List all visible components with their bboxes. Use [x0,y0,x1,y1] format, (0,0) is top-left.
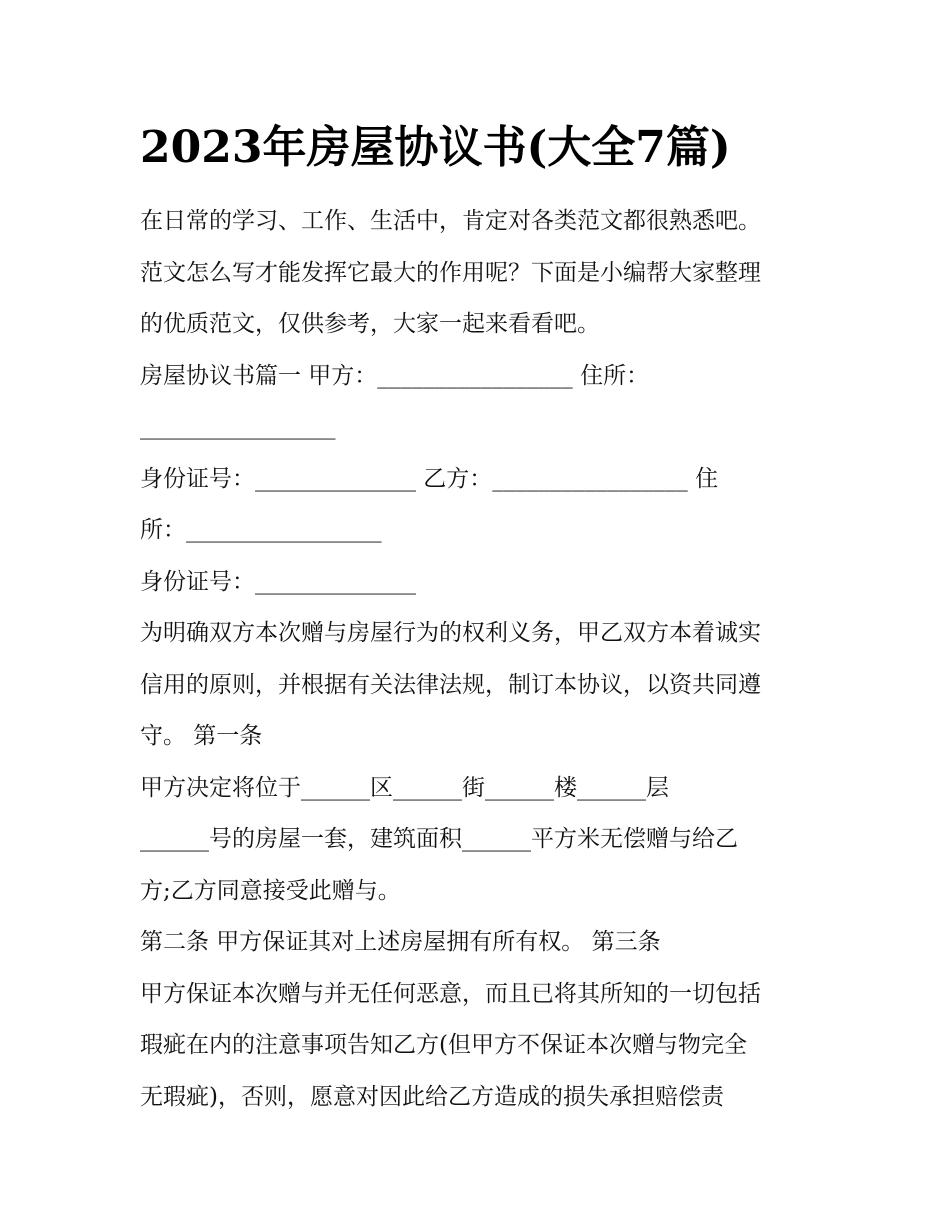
body-line: 身份证号：______________ 乙方：_________________ 住 [140,465,719,492]
body-line: 瑕疵在内的注意事项告知乙方(但甲方不保证本次赠与物完全 [140,1032,747,1058]
body-line: 无瑕疵)，否则，愿意对因此给乙方造成的损失承担赔偿责 [140,1083,724,1110]
body-line: 所：_________________ [140,517,382,543]
body-line: ______号的房屋一套，建筑面积______平方米无偿赠与给乙 [140,826,738,852]
body-line: 守。 第一条 [140,723,263,749]
body-line: 在日常的学习、工作、生活中，肯定对各类范文都很熟悉吧。 [140,208,761,234]
body-line: _________________ [140,414,336,440]
body-line: 甲方决定将位于______区______街______楼______层 [140,774,669,801]
document-body [140,196,830,1123]
body-line: 第二条 甲方保证其对上述房屋拥有所有权。 第三条 [140,929,661,955]
body-line: 范文怎么写才能发挥它最大的作用呢？下面是小编帮大家整理 [140,259,761,286]
body-line: 的优质范文，仅供参考，大家一起来看看吧。 [140,311,600,337]
body-line: 甲方保证本次赠与并无任何恶意，而且已将其所知的一切包括 [140,980,761,1007]
body-line: 身份证号：______________ [140,568,416,595]
document-title: 2023年房屋协议书(大全7篇) [140,122,731,173]
body-line: 为明确双方本次赠与房屋行为的权利义务，甲乙双方本着诚实 [140,620,761,646]
body-line: 信用的原则，并根据有关法律法规，制订本协议，以资共同遵 [140,671,761,698]
body-line: 房屋协议书篇一 甲方：_________________ 住所： [140,362,650,389]
body-line: 方;乙方同意接受此赠与。 [140,877,401,904]
